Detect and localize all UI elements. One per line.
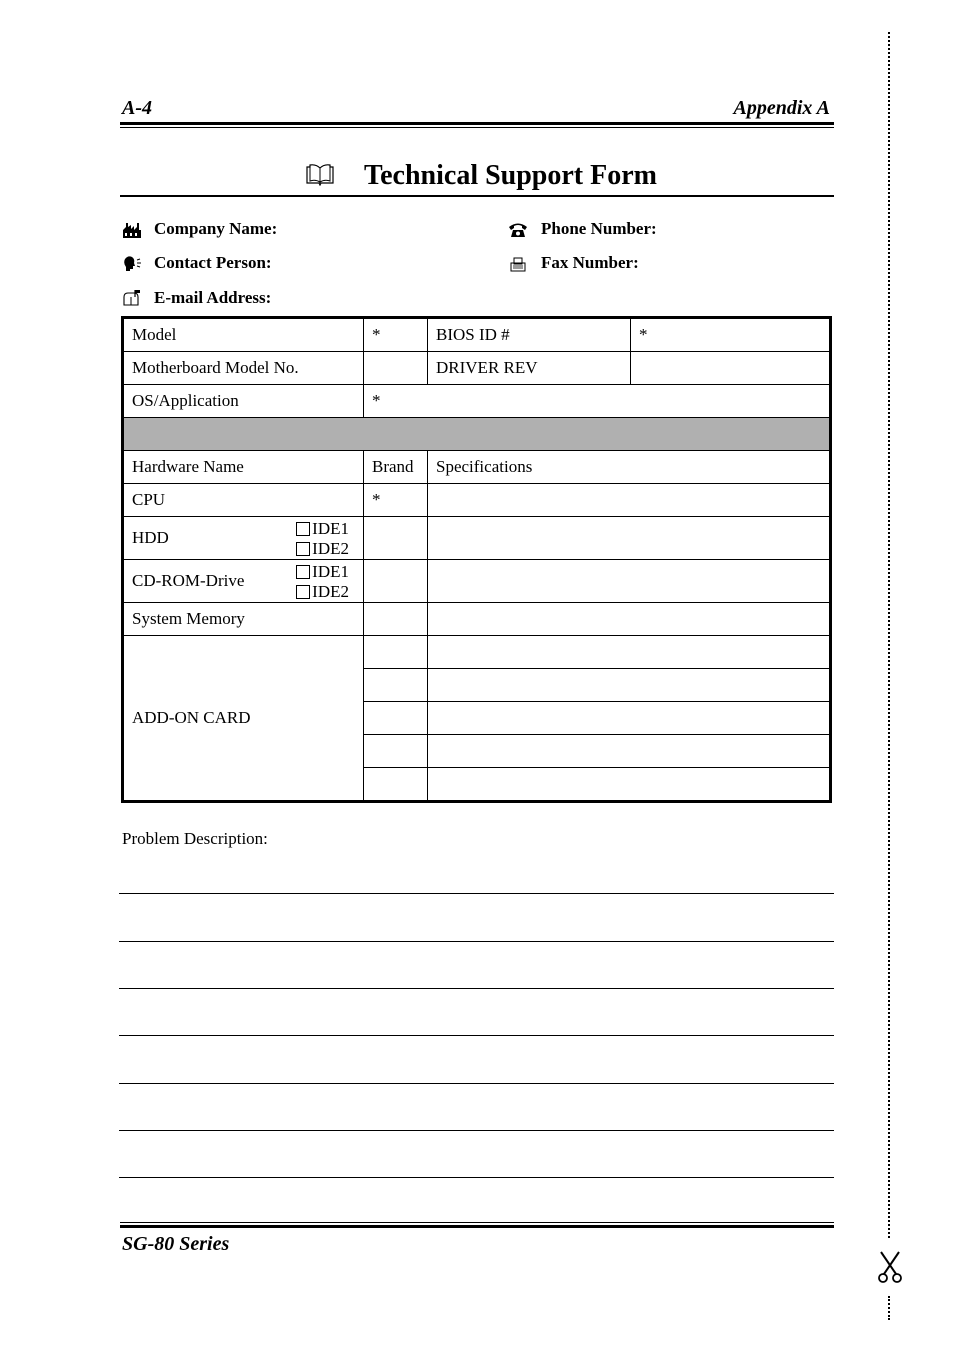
hdd-specs-field[interactable] [428,517,831,560]
hdd-ide2-label: IDE2 [312,539,349,558]
cut-line [888,1296,890,1320]
driver-rev-field[interactable] [631,352,831,385]
hdd-brand-field[interactable] [364,517,428,560]
add-on-card-label: ADD-ON CARD [123,636,364,802]
hdd-label: HDD [132,528,169,547]
specifications-header: Specifications [428,451,831,484]
cdrom-cell [123,560,364,603]
email-address-label: E-mail Address: [154,288,272,307]
section-name: Appendix A [733,97,830,119]
writing-line[interactable] [119,1035,834,1036]
table-row [123,352,831,385]
bios-id-label: BIOS ID # [428,318,631,352]
cdrom-ide1-label: IDE1 [312,562,349,581]
fax-icon [508,255,528,273]
footer-rule-thin [120,1222,834,1223]
problem-description-label: Problem Description: [122,829,268,848]
table-row [123,385,831,418]
title-text: Technical Support Form [364,160,657,191]
title-rule [120,195,834,197]
scissors-icon [876,1250,904,1284]
addon-brand-field[interactable] [364,636,428,669]
motherboard-model-label: Motherboard Model No. [123,352,364,385]
spec-table [121,316,832,803]
hdd-ide2-checkbox[interactable] [296,542,310,556]
hdd-cell [123,517,364,560]
addon-specs-field[interactable] [428,669,831,702]
cdrom-specs-field[interactable] [428,560,831,603]
addon-brand-field[interactable] [364,702,428,735]
addon-specs-field[interactable] [428,702,831,735]
table-row [123,636,831,669]
cpu-specs-field[interactable] [428,484,831,517]
header-rule-thin [120,127,834,128]
bios-id-field[interactable]: * [631,318,831,352]
table-row [123,318,831,352]
table-row [123,560,831,603]
hdd-ide1-label: IDE1 [312,519,349,538]
factory-icon [122,221,142,239]
writing-line[interactable] [119,893,834,894]
cdrom-ide-options [296,562,349,602]
writing-line[interactable] [119,1130,834,1131]
fax-number-label: Fax Number: [541,253,639,272]
cdrom-brand-field[interactable] [364,560,428,603]
hardware-name-header: Hardware Name [123,451,364,484]
hdd-ide1-checkbox[interactable] [296,522,310,536]
series-name: SG-80 Series [122,1233,230,1255]
addon-specs-field[interactable] [428,636,831,669]
person-speaking-icon [122,255,142,273]
writing-line[interactable] [119,941,834,942]
writing-line[interactable] [119,1177,834,1178]
company-name-label: Company Name: [154,219,278,238]
addon-brand-field[interactable] [364,768,428,802]
cdrom-ide2-label: IDE2 [312,582,349,601]
os-application-field[interactable]: * [364,385,831,418]
motherboard-model-field[interactable] [364,352,428,385]
table-separator [123,418,831,451]
mailbox-icon [122,289,142,307]
addon-specs-field[interactable] [428,735,831,768]
model-label: Model [123,318,364,352]
writing-line[interactable] [119,1083,834,1084]
addon-brand-field[interactable] [364,735,428,768]
system-memory-label: System Memory [123,603,364,636]
phone-number-label: Phone Number: [541,219,657,238]
hdd-ide-options [296,519,349,559]
form-title [120,158,834,196]
footer-rule [120,1225,834,1228]
memory-specs-field[interactable] [428,603,831,636]
header-rule [120,122,834,125]
table-row [123,451,831,484]
table-row [123,484,831,517]
cdrom-ide2-checkbox[interactable] [296,585,310,599]
model-field[interactable]: * [364,318,428,352]
os-application-label: OS/Application [123,385,364,418]
page-number: A-4 [122,97,152,119]
addon-specs-field[interactable] [428,768,831,802]
contact-person-label: Contact Person: [154,253,272,272]
table-row [123,603,831,636]
writing-line[interactable] [119,988,834,989]
cdrom-label: CD-ROM-Drive [132,571,245,590]
table-row [123,517,831,560]
addon-brand-field[interactable] [364,669,428,702]
cpu-brand-field[interactable]: * [364,484,428,517]
cpu-label: CPU [123,484,364,517]
book-icon [306,164,334,186]
cdrom-ide1-checkbox[interactable] [296,565,310,579]
cut-line [888,32,890,1238]
driver-rev-label: DRIVER REV [428,352,631,385]
brand-header: Brand [364,451,428,484]
telephone-icon [508,221,528,239]
memory-brand-field[interactable] [364,603,428,636]
